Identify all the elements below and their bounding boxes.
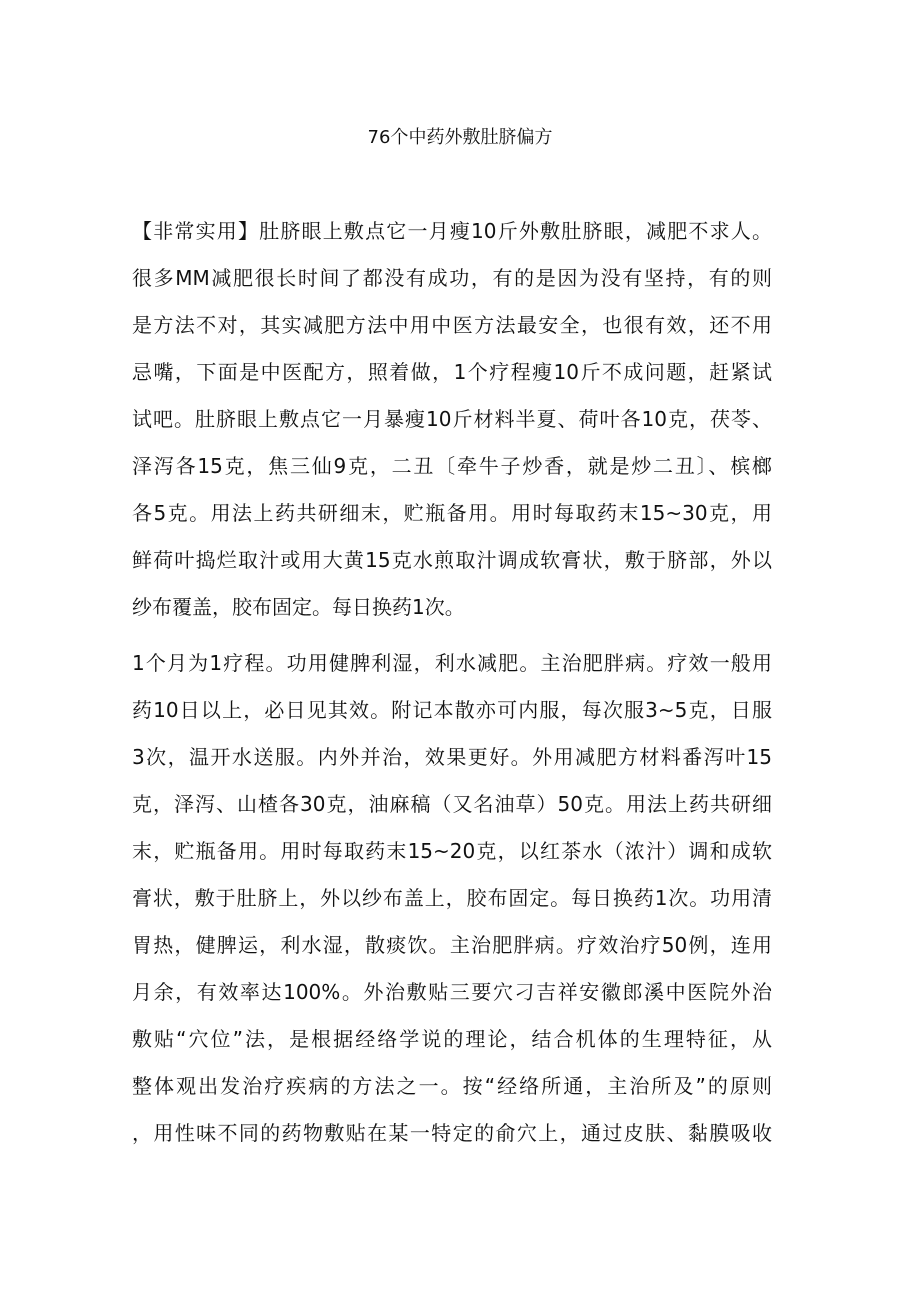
text-line: 很多MM减肥很长时间了都没有成功，有的是因为没有坚持，有的则	[132, 266, 772, 290]
text-line: 克，泽泻、山楂各30克，油麻稿（又名油草）50克。用法上药共研细	[132, 792, 772, 816]
text-line: 膏状，敷于肚脐上，外以纱布盖上，胶布固定。每日换药1次。功用清	[132, 886, 772, 910]
text-line: 是方法不对，其实减肥方法中用中医方法最安全，也很有效，还不用	[132, 313, 772, 337]
text-line: 泽泻各15克，焦三仙9克，二丑〔牵牛子炒香，就是炒二丑〕、槟榔	[132, 454, 772, 478]
text-line: ，用性味不同的药物敷贴在某一特定的俞穴上，通过皮肤、黏膜吸收	[132, 1121, 772, 1145]
paragraph-1	[132, 208, 772, 631]
text-line: 【非常实用】肚脐眼上敷点它一月瘦10斤外敷肚脐眼，减肥不求人。	[132, 219, 772, 243]
text-line: 试吧。肚脐眼上敷点它一月暴瘦10斤材料半夏、荷叶各10克，茯苓、	[132, 407, 772, 431]
text-line: 纱布覆盖，胶布固定。每日换药1次。	[132, 595, 465, 619]
text-line: 胃热，健脾运，利水湿，散痰饮。主治肥胖病。疗效治疗50例，连用	[132, 933, 772, 957]
text-line: 月余，有效率达100%。外治敷贴三要穴刁吉祥安徽郎溪中医院外治	[132, 980, 772, 1004]
text-line: 药10日以上，必日见其效。附记本散亦可内服，每次服3~5克，日服	[132, 698, 772, 722]
document-title: 76个中药外敷肚脐偏方	[367, 127, 553, 148]
text-line: 整体观出发治疗疾病的方法之一。按“经络所通，主治所及”的原则	[132, 1074, 772, 1098]
text-line: 各5克。用法上药共研细末，贮瓶备用。用时每取药末15~30克，用	[132, 501, 772, 525]
text-line: 末，贮瓶备用。用时每取药末15~20克，以红茶水（浓汁）调和成软	[132, 839, 772, 863]
text-line: 1个月为1疗程。功用健脾利湿，利水减肥。主治肥胖病。疗效一般用	[132, 651, 772, 675]
paragraph-2	[132, 640, 772, 1157]
text-line: 鲜荷叶捣烂取汁或用大黄15克水煎取汁调成软膏状，敷于脐部，外以	[132, 548, 772, 572]
text-line: 忌嘴，下面是中医配方，照着做，1个疗程瘦10斤不成问题，赶紧试	[132, 360, 772, 384]
text-line: 敷贴“穴位”法，是根据经络学说的理论，结合机体的生理特征，从	[132, 1027, 772, 1051]
text-line: 3次，温开水送服。内外并治，效果更好。外用减肥方材料番泻叶15	[132, 745, 772, 769]
